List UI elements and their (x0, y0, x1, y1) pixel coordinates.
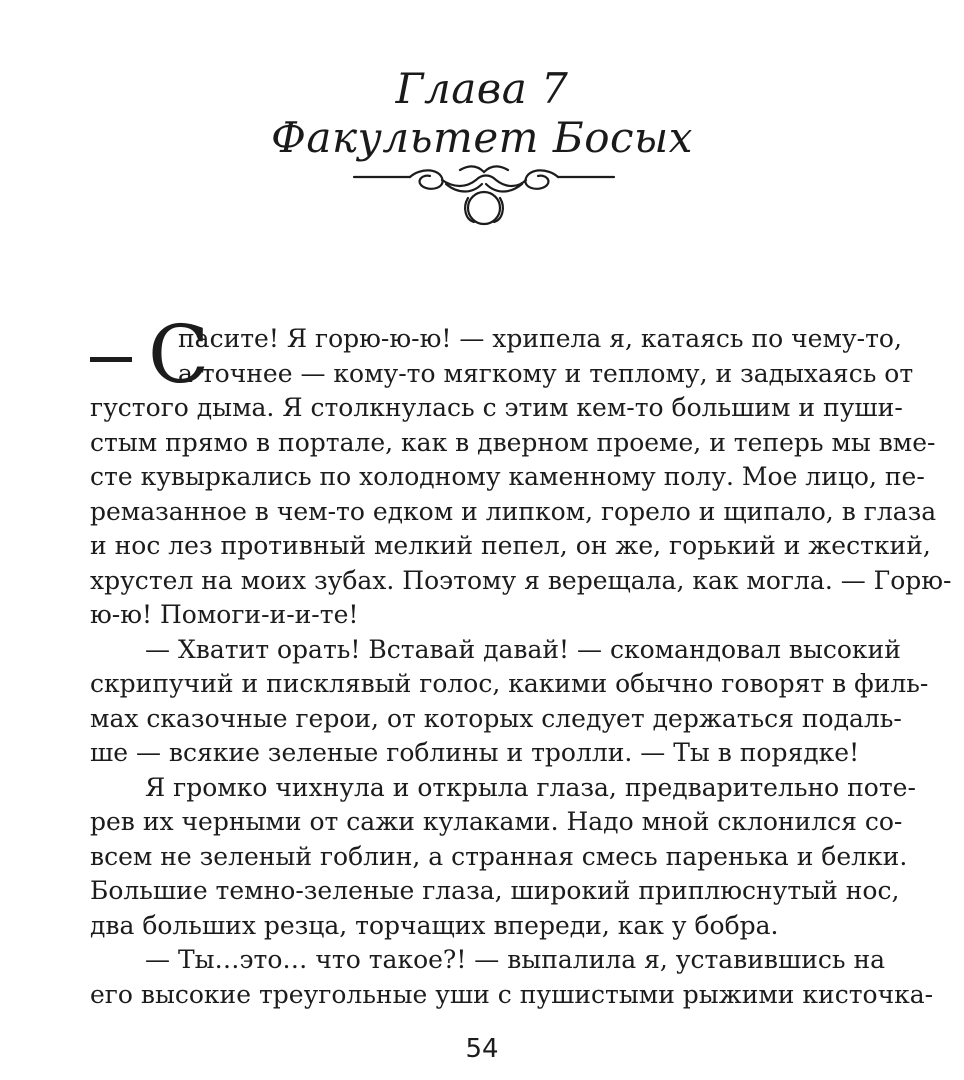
chapter-title: Факультет Босых (271, 113, 693, 162)
text-line: — Хватит орать! Вставай давай! — скомандовал высокий (145, 634, 901, 664)
text-line: Я громко чихнула и открыла глаза, предварительно поте- (145, 772, 916, 802)
flourish-ornament-icon (350, 158, 618, 232)
text-line: ше — всякие зеленые гоблины и тролли. — Ты в порядке! (90, 738, 860, 767)
page-number: 54 (465, 1034, 499, 1064)
text-line: всем не зеленый гоблин, а странная смесь паренька и белки. (90, 841, 908, 871)
text-line: — Ты…это… что такое?! — выпалила я, уставившись на (145, 945, 886, 974)
text-line: густого дыма. Я столкнулась с этим кем-то большим и пуши- (90, 393, 903, 422)
text-line: пасите! Я горю-ю-ю! — хрипела я, катаясь по чему-то, (178, 324, 902, 353)
text-line: а точнее — кому-то мягкому и теплому, и задыхаясь от (178, 358, 914, 388)
text-line: и нос лез противный мелкий пепел, он же, горький и жесткий, (90, 531, 931, 560)
text-line: стым прямо в портале, как в дверном проеме, и теперь мы вме- (90, 427, 936, 457)
dropcap-dash (90, 357, 132, 362)
text-line: сте кувыркались по холодному каменному полу. Мое лицо, пе- (90, 462, 925, 491)
text-line: его высокие треугольные уши с пушистыми рыжими кисточка- (90, 979, 934, 1009)
chapter-body (90, 308, 952, 1012)
text-line: рев их черными от сажи кулаками. Надо мной склонился со- (90, 807, 903, 836)
text-line: ю-ю! Помоги-и-и-те! (90, 600, 359, 629)
text-line: мах сказочные герои, от которых следует держаться подаль- (90, 703, 902, 733)
chapter-number: Глава 7 (395, 64, 569, 113)
text-line: два больших резца, торчащих впереди, как у бобра. (90, 910, 779, 940)
dropcap-letter: С (148, 308, 210, 401)
drop-cap (90, 308, 210, 401)
text-line: Большие темно-зеленые глаза, широкий приплюснутый нос, (90, 876, 900, 905)
text-line: хрустел на моих зубах. Поэтому я верещала, как могла. — Горю- (90, 565, 952, 595)
text-line: скрипучий и писклявый голос, какими обычно говорят в филь- (90, 669, 929, 698)
text-line: ремазанное в чем-то едком и липком, горело и щипало, в глаза (90, 496, 937, 526)
chapter-header (0, 66, 964, 164)
